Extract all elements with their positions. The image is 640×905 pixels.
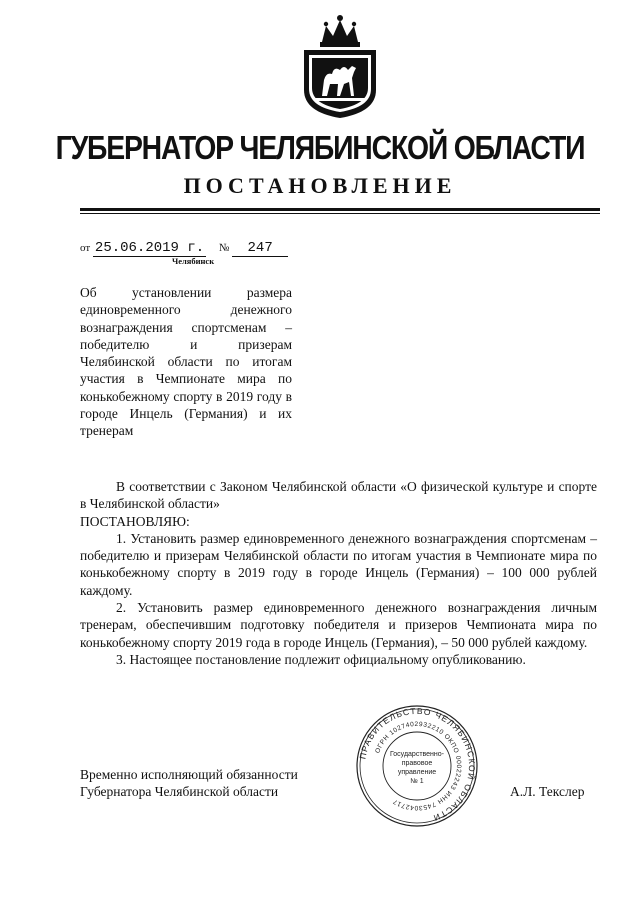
position-line-2: Губернатора Челябинской области bbox=[80, 784, 279, 800]
item-1-paragraph: 1. Установить размер единовременного денежного вознаграждения спортсменам – победителю и призерам Челябинской области по итогам участия в Чемпионате мира по конькобежному спорту в 2019 году в городе Инцель (Германия) – 100 000 рублей каждому. bbox=[80, 530, 597, 598]
document-type: ПОСТАНОВЛЕНИЕ bbox=[183, 173, 457, 198]
coat-of-arms-emblem bbox=[296, 12, 384, 120]
number-label: № bbox=[218, 242, 230, 254]
seal-center-line-2: правовое bbox=[401, 760, 433, 767]
official-seal-stamp bbox=[352, 704, 482, 828]
header-rule-thick bbox=[80, 208, 600, 211]
seal-codes-text: ОГРН 1027402932210 ОКПО 00022243 ИНН 7453042717 bbox=[374, 720, 463, 812]
preamble-paragraph: В соответствии с Законом Челябинской области «О физической культуре и спорте в Челябинской области» bbox=[80, 479, 597, 512]
item-2-paragraph: 2. Установить размер единовременного денежного вознаграждения личным тренерам, обеспечившим подготовку победителя и призеров Чемпионата мира по конькобежному спорту 2019 года в городе Инцель (Германия), – 50 000 рублей каждому. bbox=[80, 600, 597, 650]
date-prefix: от bbox=[80, 242, 91, 254]
resolve-heading: ПОСТАНОВЛЯЮ: bbox=[80, 513, 190, 529]
item-3-paragraph: 3. Настоящее постановление подлежит официальному опубликованию. bbox=[116, 651, 526, 667]
position-line-1: Временно исполняющий обязанности bbox=[80, 767, 298, 782]
document-subject: Об установлении размера единовременного денежного вознаграждения спортсменам – победителю и призерам Челябинской области по итогам участия в Чемпионате мира по конькобежному спорту в 2019 году в городе Инцель (Германия) и их тренерам bbox=[80, 285, 292, 439]
seal-center-line-4: № 1 bbox=[410, 778, 424, 785]
seal-center-line-1: Государственно- bbox=[389, 751, 445, 758]
document-date: 25.06.2019 г. bbox=[94, 240, 205, 256]
header-rule-thin bbox=[80, 213, 600, 214]
document-number: 247 bbox=[232, 240, 288, 257]
document-date-number bbox=[80, 240, 288, 257]
seal-ring-text: ПРАВИТЕЛЬСТВО ЧЕЛЯБИНСКОЙ ОБЛАСТИ bbox=[357, 705, 478, 824]
document-city: Челябинск bbox=[172, 256, 215, 266]
signatory-name: А.Л. Текслер bbox=[510, 784, 585, 799]
signatory-position bbox=[80, 766, 298, 801]
governor-title: ГУБЕРНАТОР ЧЕЛЯБИНСКОЙ ОБЛАСТИ bbox=[55, 129, 585, 166]
seal-center-line-3: управление bbox=[397, 769, 437, 776]
document-body bbox=[80, 478, 597, 668]
